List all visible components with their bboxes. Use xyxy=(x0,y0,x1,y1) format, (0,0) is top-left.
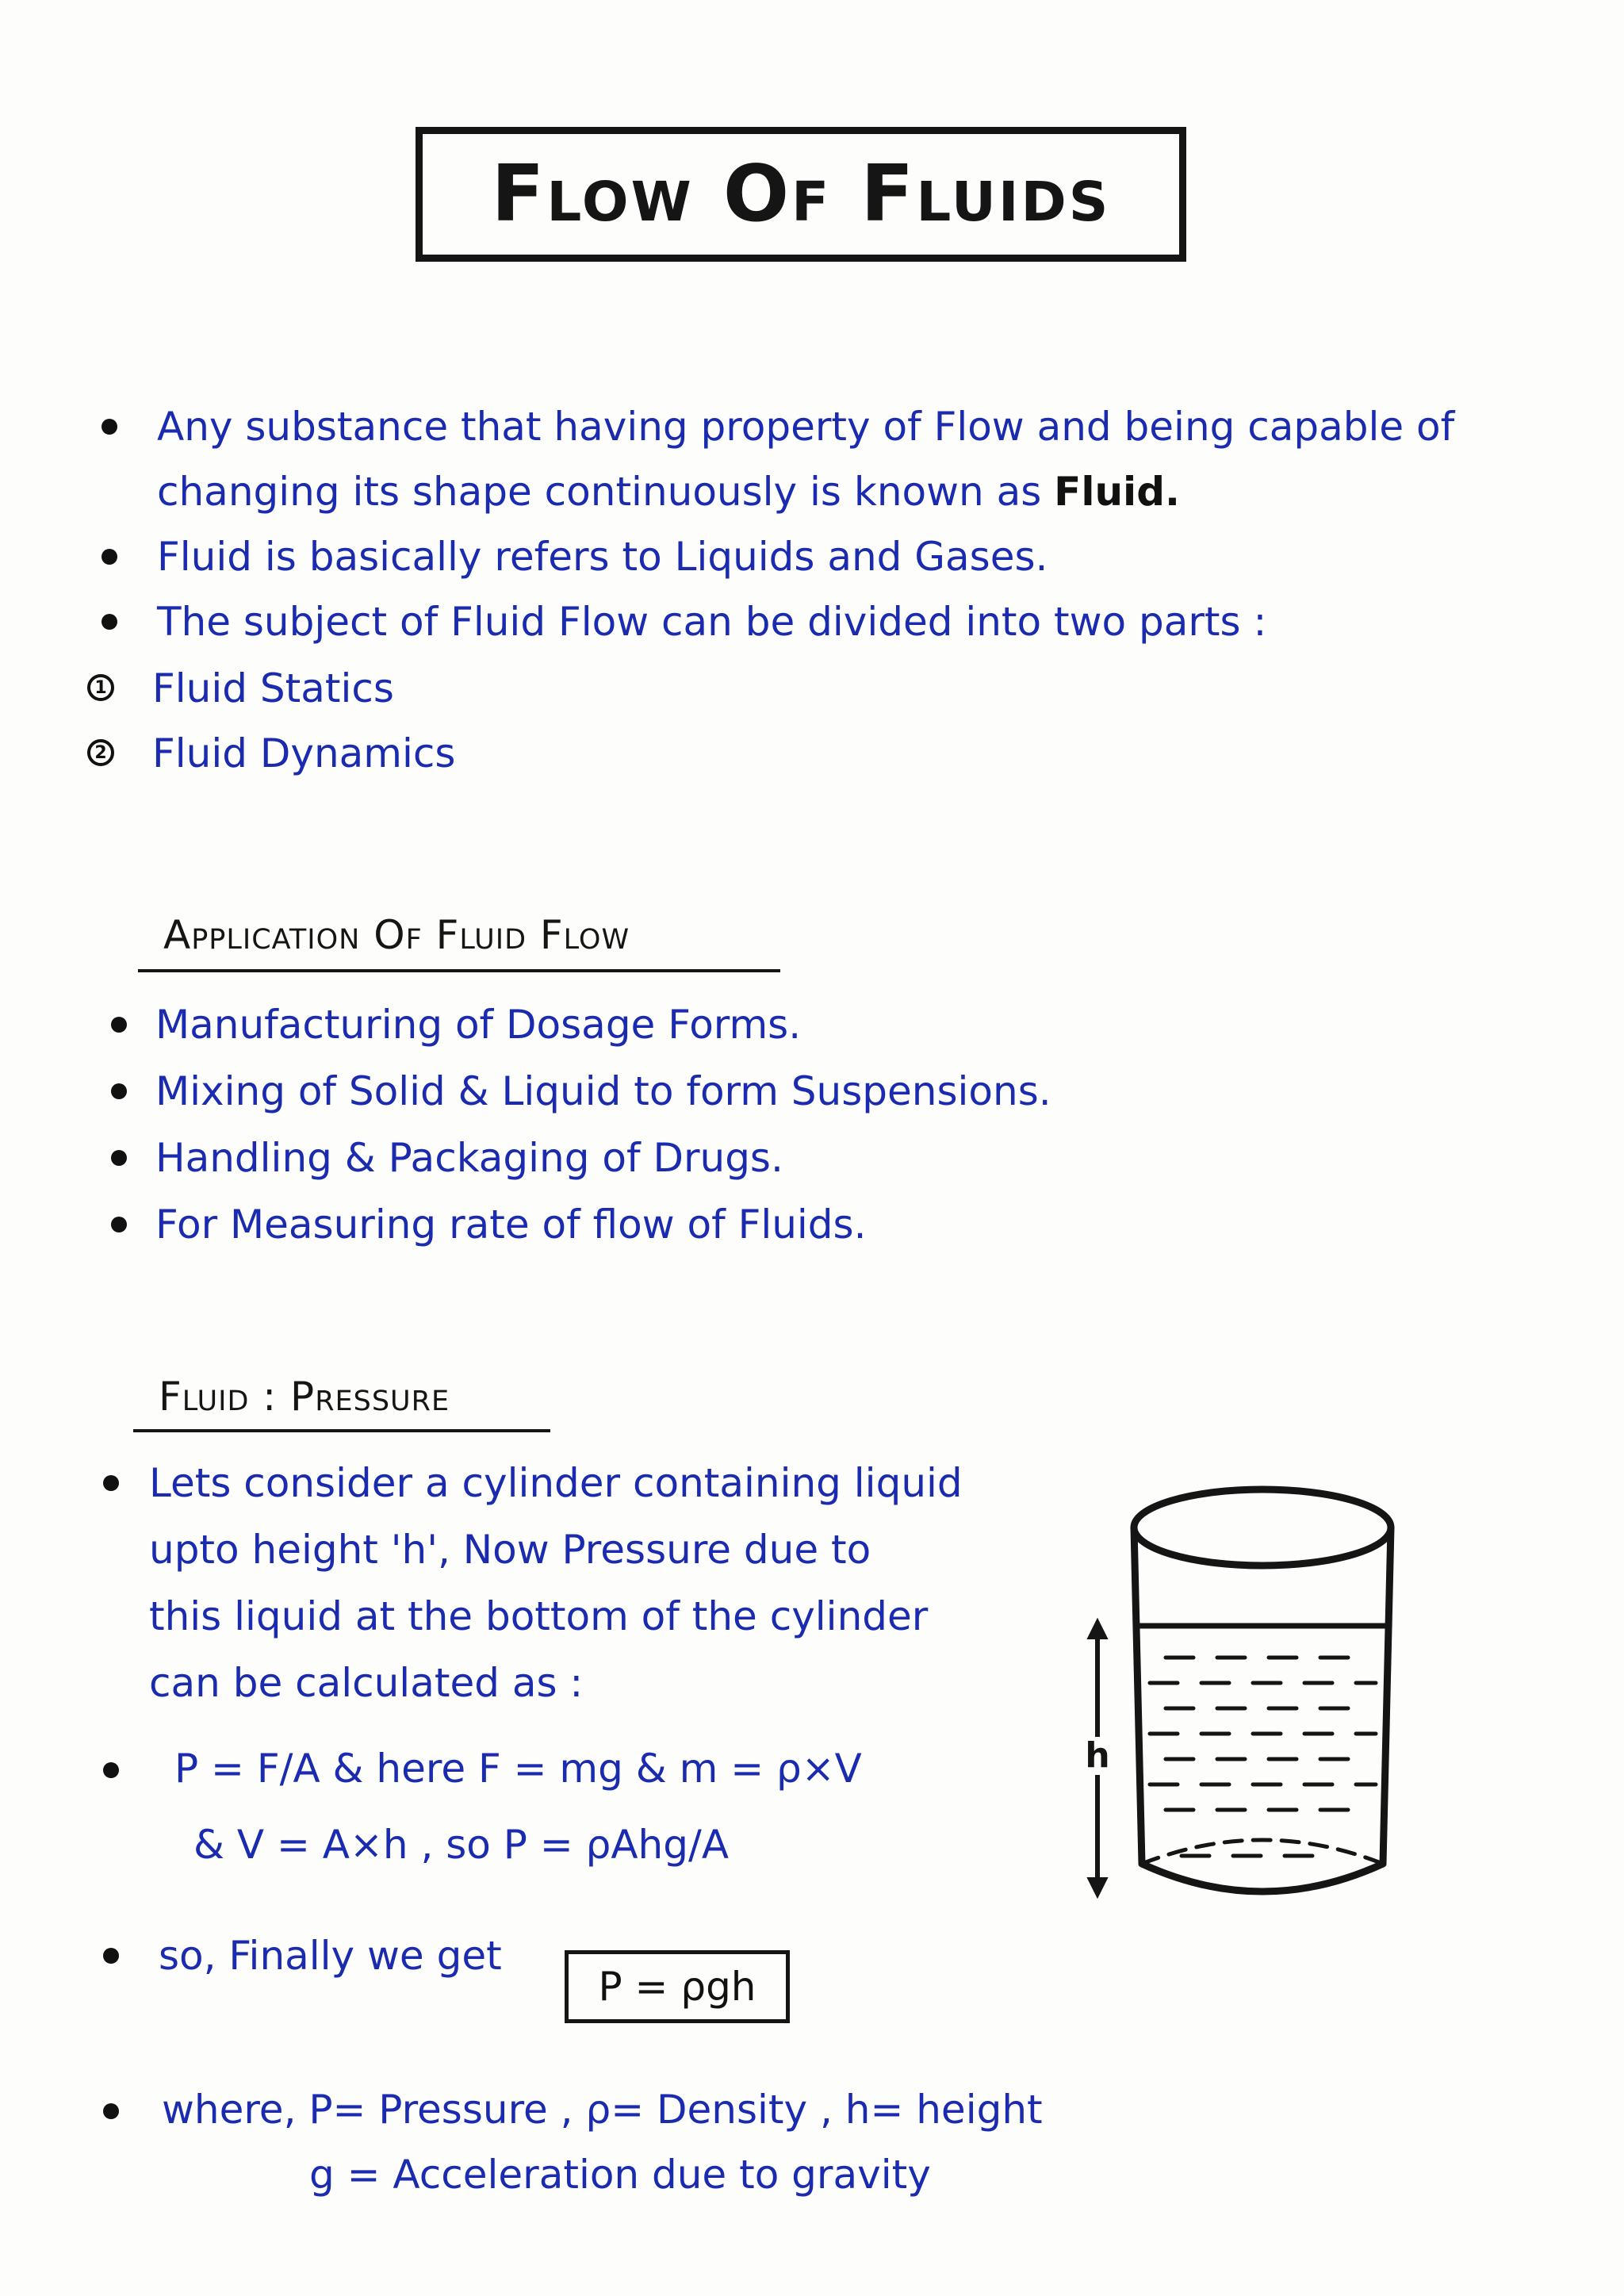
bullet-dot xyxy=(102,614,117,630)
cylinder-left-wall xyxy=(1134,1527,1142,1864)
heading-underline xyxy=(138,969,780,972)
application-item: Handling & Packaging of Drugs. xyxy=(155,1135,783,1181)
intro-bullet-1-line-1: Any substance that having property of Flow and being capable of xyxy=(157,404,1455,450)
cylinder-right-wall xyxy=(1383,1527,1391,1864)
application-item: Manufacturing of Dosage Forms. xyxy=(155,1002,802,1048)
intro-bullet-3: The subject of Fluid Flow can be divided into two parts : xyxy=(157,599,1267,645)
bullet-dot xyxy=(103,2103,119,2119)
application-item: For Measuring rate of flow of Fluids. xyxy=(155,1202,867,1248)
number-badge: 1 xyxy=(87,674,114,701)
bullet-dot xyxy=(103,1948,119,1964)
where-line-1: where, P= Pressure , ρ= Density , h= height xyxy=(162,2087,1043,2133)
cylinder-bottom xyxy=(1142,1864,1383,1892)
bullet-dot xyxy=(102,419,117,435)
bullet-dot xyxy=(111,1217,127,1232)
part-fluid-dynamics: Fluid Dynamics xyxy=(152,730,456,776)
equation-line-2: & V = A×h , so P = ρAhg/A xyxy=(193,1822,730,1868)
fluid-term: Fluid. xyxy=(1054,469,1180,515)
bullet-dot xyxy=(103,1762,119,1778)
intro-bullet-1-text: changing its shape continuously is known as xyxy=(157,469,1042,515)
formula-text: P = ρgh xyxy=(598,1964,756,2010)
intro-bullet-2: Fluid is basically refers to Liquids and Gases. xyxy=(157,534,1048,580)
height-label: h xyxy=(1085,1735,1110,1776)
bullet-dot xyxy=(111,1017,127,1033)
cylinder-top-ellipse xyxy=(1134,1489,1391,1566)
bullet-dot xyxy=(111,1150,127,1166)
finally-text: so, Finally we get xyxy=(159,1933,502,1979)
pressure-para-line: this liquid at the bottom of the cylinder xyxy=(149,1593,929,1639)
title-box xyxy=(416,127,1186,262)
cylinder-diagram xyxy=(1063,1475,1411,1927)
bullet-dot xyxy=(103,1475,119,1491)
equation-line-1: P = F/A & here F = mg & m = ρ×V xyxy=(174,1746,862,1792)
pressure-para-line: upto height 'h', Now Pressure due to xyxy=(149,1527,871,1573)
cylinder-bottom-back xyxy=(1142,1840,1383,1864)
pressure-para-line: Lets consider a cylinder containing liquid xyxy=(149,1460,963,1506)
heading-underline xyxy=(133,1429,550,1432)
number-badge: 2 xyxy=(87,739,114,766)
applications-heading: Application Of Fluid Flow xyxy=(163,912,630,958)
page-title: Flow Of Fluids xyxy=(491,149,1111,240)
where-line-2: g = Acceleration due to gravity xyxy=(309,2152,931,2198)
part-fluid-statics: Fluid Statics xyxy=(152,665,394,711)
formula-box xyxy=(565,1950,790,2023)
intro-bullet-1-line-2 xyxy=(157,468,1180,516)
bullet-dot xyxy=(111,1083,127,1099)
bullet-dot xyxy=(102,549,117,565)
pressure-heading: Fluid : Pressure xyxy=(159,1374,450,1420)
pressure-para-line: can be calculated as : xyxy=(149,1660,584,1706)
application-item: Mixing of Solid & Liquid to form Suspensions. xyxy=(155,1068,1051,1114)
liquid-dashes xyxy=(1150,1658,1376,1856)
